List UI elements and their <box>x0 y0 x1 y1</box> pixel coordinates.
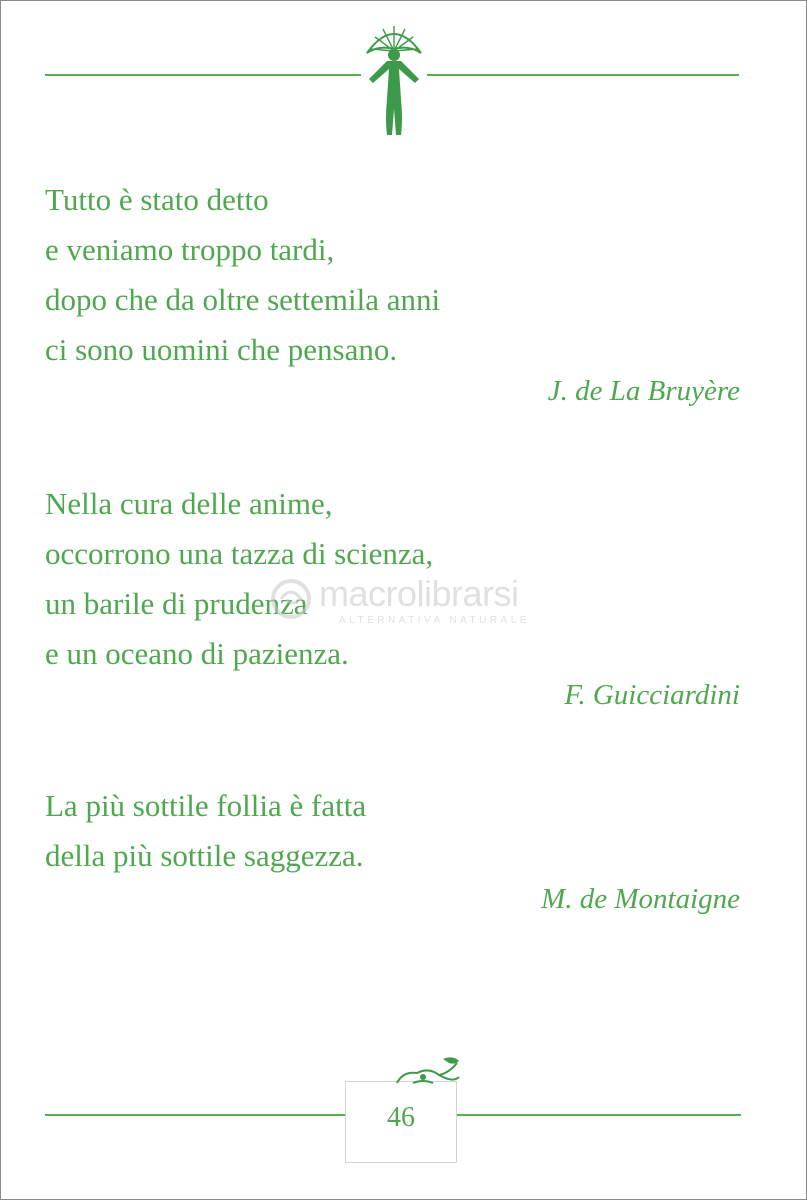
top-rule-right <box>427 74 739 76</box>
page-number: 46 <box>387 1102 415 1133</box>
quote-line: un barile di prudenza <box>45 586 308 621</box>
sleeping-face-icon <box>393 1053 463 1093</box>
bottom-rule-left <box>45 1114 345 1116</box>
quote-line: e veniamo troppo tardi, <box>45 232 335 267</box>
watermark-tagline: ALTERNATIVA NATURALE <box>339 615 530 626</box>
quote-author: M. de Montaigne <box>541 883 740 915</box>
fan-dancer-figure-icon <box>361 21 427 139</box>
quote-line: Tutto è stato detto <box>45 182 269 217</box>
bottom-rule-right <box>457 1114 741 1116</box>
quote-author: F. Guicciardini <box>564 679 740 711</box>
quote-3 <box>45 781 745 881</box>
quote-author: J. de La Bruyère <box>547 375 740 407</box>
quote-line: della più sottile saggezza. <box>45 838 364 873</box>
quote-line: ci sono uomini che pensano. <box>45 332 398 367</box>
quote-1 <box>45 175 745 375</box>
page-number-box <box>345 1081 457 1163</box>
watermark-brand: macrolibrarsi <box>319 573 519 614</box>
watermark <box>269 573 559 633</box>
quote-line: e un oceano di pazienza. <box>45 636 349 671</box>
top-rule-left <box>45 74 361 76</box>
quote-line: La più sottile follia è fatta <box>45 788 367 823</box>
swirl-logo-icon <box>269 577 313 621</box>
quote-line: Nella cura delle anime, <box>45 486 333 521</box>
quote-line: dopo che da oltre settemila anni <box>45 282 441 317</box>
quote-line: occorrono una tazza di scienza, <box>45 536 434 571</box>
